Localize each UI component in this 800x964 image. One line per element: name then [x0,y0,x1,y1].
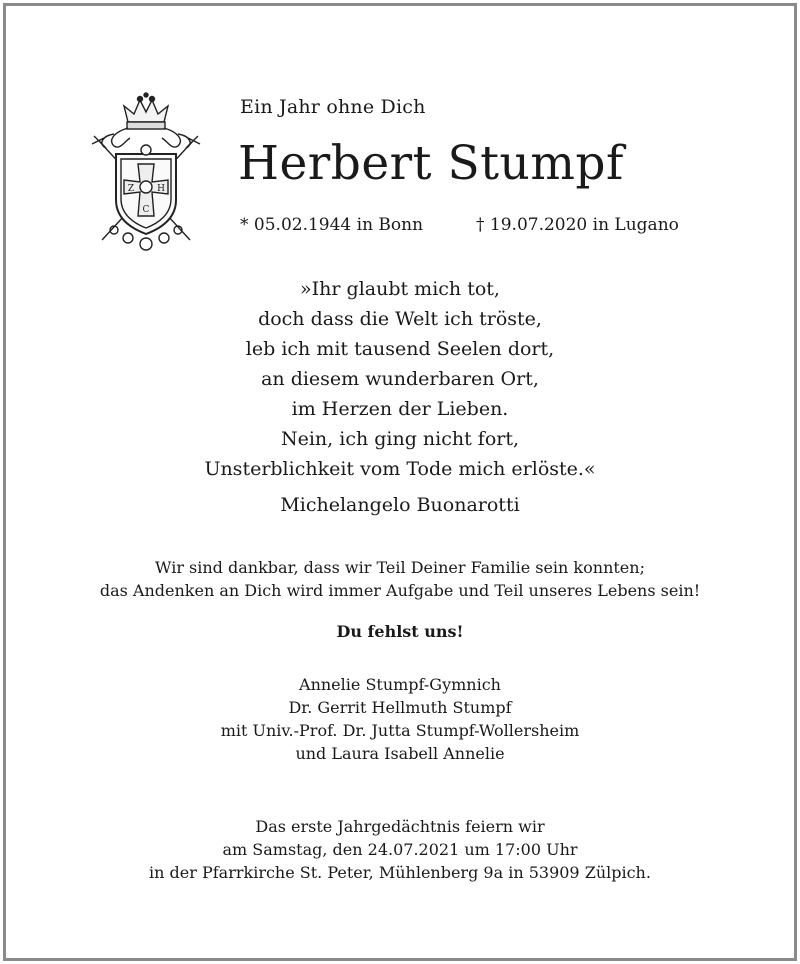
poem-line: doch dass die Welt ich tröste, [258,308,542,330]
memorial-service-info [0,815,800,884]
poem-line: »Ihr glaubt mich tot, [300,278,500,300]
family-member: mit Univ.-Prof. Dr. Jutta Stumpf-Wollersheim [220,721,580,740]
death-date: † 19.07.2020 in Lugano [476,215,679,235]
poem [0,274,800,484]
family-member: Annelie Stumpf-Gymnich [299,675,501,694]
poem-line: im Herzen der Lieben. [291,398,509,420]
crest-letter-left: Z [127,184,135,194]
memorial-line: am Samstag, den 24.07.2021 um 17:00 Uhr [222,840,578,859]
family-member: Dr. Gerrit Hellmuth Stumpf [288,698,512,717]
anniversary-subtitle: Ein Jahr ohne Dich [240,96,426,118]
deceased-name: Herbert Stumpf [238,136,624,191]
coat-of-arms-icon [84,92,208,254]
poem-line: leb ich mit tausend Seelen dort, [245,338,555,360]
poem-line: Unsterblichkeit vom Tode mich erlöste.« [204,458,596,480]
birth-date: * 05.02.1944 in Bonn [240,215,424,235]
thanks-line: Wir sind dankbar, dass wir Teil Deiner Familie sein konnten; [155,558,645,577]
thanks-paragraph [0,556,800,602]
family-signatures [0,673,800,765]
family-member: und Laura Isabell Annelie [295,744,505,763]
poem-line: Nein, ich ging nicht fort, [280,428,520,450]
poem-author: Michelangelo Buonarotti [280,494,520,516]
emphasis-line: Du fehlst uns! [336,622,464,641]
crest-letter-bottom: C [142,205,150,215]
memorial-line: in der Pfarrkirche St. Peter, Mühlenberg 9a in 53909 Zülpich. [149,863,651,882]
crest-letter-right: H [157,184,165,194]
thanks-line: das Andenken an Dich wird immer Aufgabe und Teil unseres Lebens sein! [99,581,701,600]
memorial-line: Das erste Jahrgedächtnis feiern wir [255,817,545,836]
poem-line: an diesem wunderbaren Ort, [261,368,539,390]
